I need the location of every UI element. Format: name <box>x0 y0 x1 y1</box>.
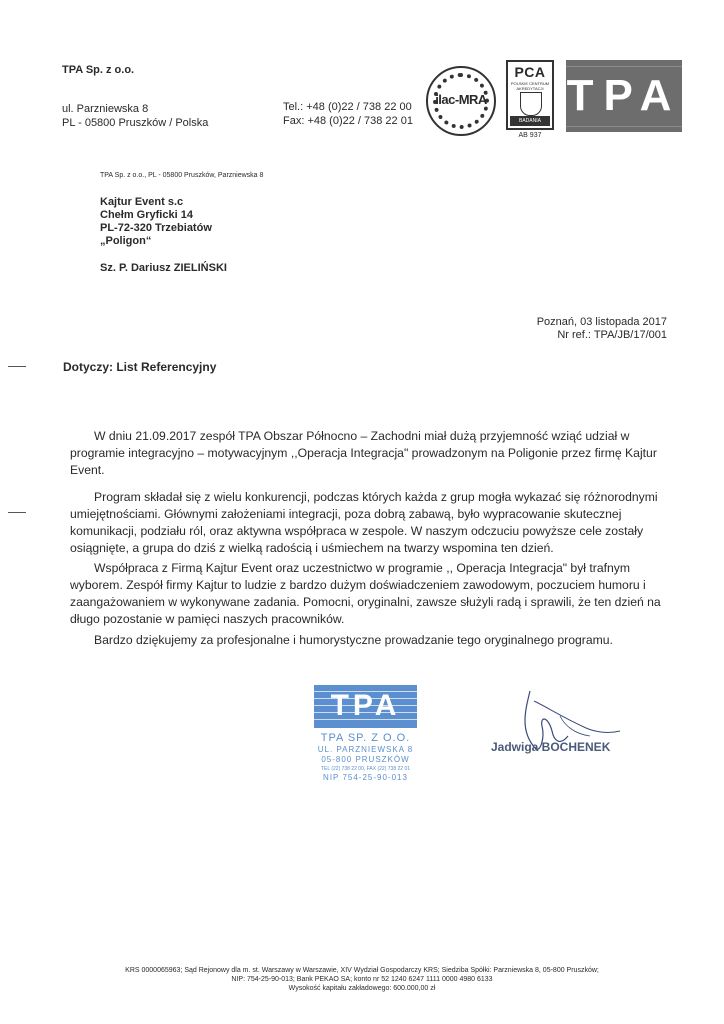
signatory-name: Jadwiga BOCHENEK <box>491 740 611 754</box>
place-date: Poznań, 03 listopada 2017 <box>536 316 667 328</box>
ilac-mra-logo <box>426 66 496 136</box>
stamp-company-name: TPA SP. Z O.O. <box>320 732 411 744</box>
fold-mark <box>8 512 26 513</box>
paragraph-text: Program składał się z wielu konkurencji, podczas których każda z grup mogła wykazać się różnorodnymi umiejętnościami. Głównymi założeniami integracji, poza dobrą zabawą, było wypracowanie skutecznej komunikacji, podziału ról, oraz aktywna współpraca w zespole. W naszym odczuciu powyższe cele zostały osiągnięte, a grupa do dziś z wielką radością i uśmiechem na twarzy wspomina ten dzień. <box>70 490 658 555</box>
company-address <box>62 102 208 130</box>
stamp-nip: NIP 754-25-90-013 <box>323 773 408 782</box>
body-paragraph <box>70 428 670 479</box>
body-paragraph <box>70 632 670 649</box>
body-paragraph <box>70 560 670 628</box>
stamp-phone: TEL (22) 738 22 00, FAX (22) 738 22 01 <box>320 766 411 772</box>
paragraph-text: Współpraca z Firmą Kajtur Event oraz uczestnictwo w programie ,, Operacja Integracja" był trafnym wyborem. Zespół firmy Kajtur to ludzie z bardzo dużym doświadczeniem zawodowym, poczuciem humoru i zaangażowaniem w wykonywane zadania. Pomocni, oryginalni, zawsze służyli radą i sprawili, że ten dzień na długo pozostanie w pamięci naszych pracowników. <box>70 561 661 626</box>
address-street: ul. Parzniewska 8 <box>62 103 149 115</box>
recipient-line: PL-72-320 Trzebiatów <box>100 222 212 234</box>
sender-line: TPA Sp. z o.o., PL - 05800 Pruszków, Parzniewska 8 <box>100 172 264 179</box>
subject-line: Dotyczy: List Referencyjny <box>63 360 217 374</box>
phone-number: Tel.: +48 (0)22 / 738 22 00 <box>283 101 412 113</box>
body-paragraph <box>70 489 670 557</box>
recipient-line: „Poligon“ <box>100 235 152 247</box>
accreditation-number: AB 937 <box>518 132 542 139</box>
stamp-street: UL. PARZNIEWSKA 8 <box>317 745 414 754</box>
pca-title: PCA <box>514 64 546 80</box>
pca-subtitle: POLSKIE CENTRUM AKREDYTACJI <box>510 81 550 91</box>
stamp-logo-text: TPA <box>330 689 401 722</box>
logo-stripe <box>566 126 682 127</box>
logo-stripe <box>566 66 682 67</box>
handwritten-signature <box>490 686 630 766</box>
paragraph-text: W dniu 21.09.2017 zespół TPA Obszar Północno – Zachodni miał dużą przyjemność wziąć udział w programie integracyjno – motywacyjnym ,,Operacja Integracja" prowadzonym na Poligonie przez firmę Kajtur Event. <box>70 429 657 477</box>
recipient-address <box>100 196 212 248</box>
date-and-reference <box>537 316 667 342</box>
fold-mark <box>8 366 26 367</box>
footer-line: KRS 0000065963; Sąd Rejonowy dla m. st. Warszawy w Warszawie, XIV Wydział Gospodarczy KRS; Siedziba Spółki: Parzniewska 8, 05-800 Pruszków; <box>125 967 599 974</box>
legal-footer <box>0 966 724 993</box>
company-stamp <box>314 685 417 807</box>
pca-accreditation-badge <box>506 60 554 130</box>
stamp-logo <box>314 685 417 728</box>
company-contact <box>283 100 413 128</box>
pca-badge-label: BADANIA <box>510 116 550 126</box>
tpa-logo <box>566 60 682 132</box>
reference-number: Nr ref.: TPA/JB/17/001 <box>557 329 667 341</box>
footer-line: Wysokość kapitału zakładowego: 600.000,00 zł <box>288 985 436 992</box>
stamp-city: 05-800 PRUSZKÓW <box>321 755 410 764</box>
company-name: TPA Sp. z o.o. <box>62 64 135 76</box>
salutation: Sz. P. Dariusz ZIELIŃSKI <box>100 262 227 274</box>
shield-icon <box>520 92 542 116</box>
recipient-line: Chełm Gryficki 14 <box>100 209 193 221</box>
logo-text: TPA <box>566 71 682 120</box>
fax-number: Fax: +48 (0)22 / 738 22 01 <box>283 115 413 127</box>
paragraph-text: Bardzo dziękujemy za profesjonalne i humorystyczne prowadzanie tego oryginalnego programu. <box>94 633 613 647</box>
recipient-line: Kajtur Event s.c <box>100 196 184 208</box>
ilac-label: ilac-MRA <box>435 92 487 107</box>
footer-line: NIP: 754-25-90-013; Bank PEKAO SA; konto nr 52 1240 6247 1111 0000 4980 6133 <box>231 976 493 983</box>
address-city: PL - 05800 Pruszków / Polska <box>62 117 209 129</box>
